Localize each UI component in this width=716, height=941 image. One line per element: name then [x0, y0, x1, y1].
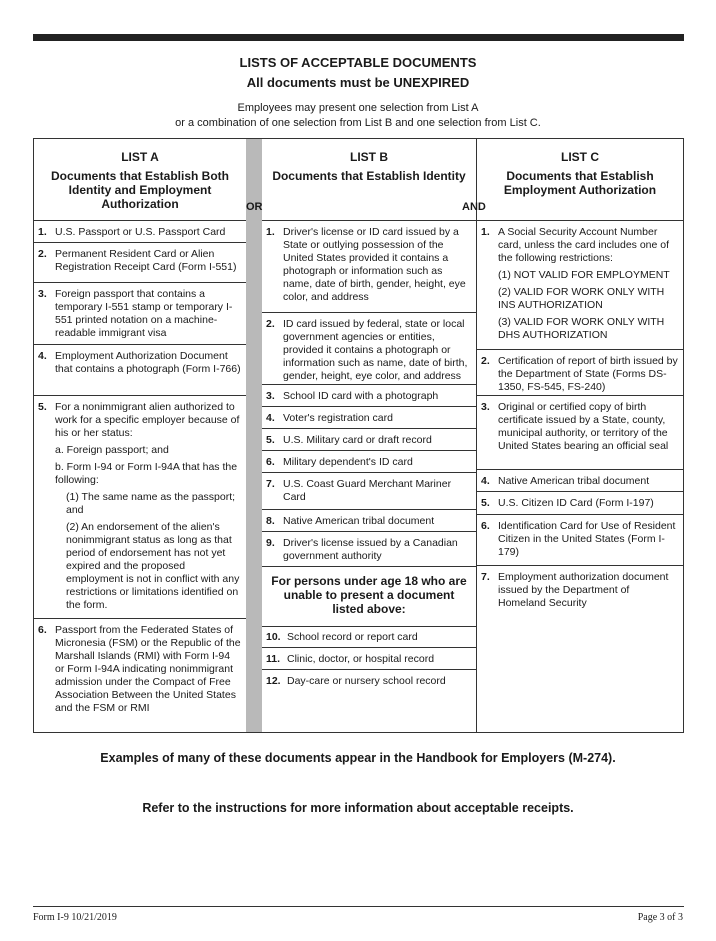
item-text: Clinic, doctor, or hospital record — [287, 653, 435, 665]
item-number: 9. — [266, 537, 275, 549]
item-text: Permanent Resident Card or Alien Registration Receipt Card (Form I-551) — [55, 248, 237, 273]
list-item — [34, 619, 246, 732]
list-item — [262, 313, 476, 385]
list-item — [262, 221, 476, 313]
list-item — [262, 532, 476, 567]
item-text: Day-care or nursery school record — [287, 675, 446, 687]
list-a-column — [34, 139, 246, 732]
restriction-3: (3) VALID FOR WORK ONLY WITH DHS AUTHORIZATION — [498, 316, 665, 341]
or-divider-bar — [246, 139, 262, 732]
item-text: School ID card with a photograph — [283, 390, 439, 402]
list-b-title: LIST B — [350, 150, 388, 164]
handbook-note: Examples of many of these documents appear in the Handbook for Employers (M-274). — [100, 751, 616, 765]
item-number: 2. — [38, 248, 47, 260]
item-text: U.S. Citizen ID Card (Form I-197) — [498, 497, 654, 509]
list-item — [262, 407, 476, 429]
item-number: 1. — [38, 226, 47, 238]
or-label: OR — [246, 201, 263, 213]
sub-item-b2: (2) An endorsement of the alien's nonimmigrant status as long as that period of endorsement has not yet expired and the proposed employment is not in conflict with any restrictions or limitations identified on the form. — [66, 521, 240, 611]
minor-heading: For persons under age 18 who are unable to present a document listed above: — [271, 574, 467, 616]
list-item — [262, 510, 476, 532]
sub-item-b: b. Form I-94 or Form I-94A that has the following: — [55, 461, 238, 486]
item-number: 1. — [266, 226, 275, 238]
list-b-header — [262, 139, 476, 221]
item-text: Driver's license issued by a Canadian government authority — [283, 537, 458, 562]
item-number: 6. — [38, 624, 47, 636]
list-c-header — [477, 139, 683, 221]
list-c-column — [477, 139, 683, 732]
item-number: 5. — [38, 401, 47, 413]
list-c-title: LIST C — [561, 150, 599, 164]
list-item — [262, 473, 476, 510]
list-item — [477, 221, 683, 350]
item-text: Certification of report of birth issued by the Department of State (Forms DS-1350, FS-545, FS-240) — [498, 355, 678, 393]
item-text: Voter's registration card — [283, 412, 393, 424]
list-item — [477, 350, 683, 396]
top-rule — [33, 34, 684, 41]
item-number: 7. — [481, 571, 490, 583]
item-number: 6. — [481, 520, 490, 532]
list-item — [262, 670, 476, 732]
item-number: 3. — [38, 288, 47, 300]
list-a-subtitle: Documents that Establish Both Identity and Employment Authorization — [50, 169, 229, 211]
sub-item-a: a. Foreign passport; and — [55, 444, 169, 456]
item-number: 2. — [481, 355, 490, 367]
page-subtitle: All documents must be UNEXPIRED — [246, 75, 470, 90]
list-item — [477, 470, 683, 492]
sub-item-b1: (1) The same name as the passport; and — [66, 491, 236, 516]
item-text: U.S. Military card or draft record — [283, 434, 432, 446]
receipts-note: Refer to the instructions for more information about acceptable receipts. — [142, 801, 574, 815]
item-number: 4. — [38, 350, 47, 362]
intro-line-2: or a combination of one selection from List B and one selection from List C. — [175, 117, 541, 129]
list-item — [262, 429, 476, 451]
item-number: 5. — [481, 497, 490, 509]
page-number: Page 3 of 3 — [637, 912, 683, 923]
bottom-rule — [33, 906, 684, 907]
item-text: U.S. Coast Guard Merchant Mariner Card — [283, 478, 452, 503]
item-text: Employment authorization document issued by the Department of Homeland Security — [498, 571, 669, 609]
item-text: Native American tribal document — [498, 475, 650, 487]
item-number: 6. — [266, 456, 275, 468]
item-text: Original or certified copy of birth certificate issued by a State, county, municipal authority, or territory of the United States bearing an official seal — [498, 401, 669, 452]
list-item — [262, 648, 476, 670]
form-id: Form I-9 10/21/2019 — [33, 912, 117, 923]
list-item — [477, 492, 683, 515]
list-b-column — [262, 139, 477, 732]
item-number: 7. — [266, 478, 275, 490]
item-text: Military dependent's ID card — [283, 456, 413, 468]
page-title: LISTS OF ACCEPTABLE DOCUMENTS — [239, 55, 477, 70]
item-number: 8. — [266, 515, 275, 527]
list-item — [262, 626, 476, 648]
item-number: 12. — [266, 675, 281, 687]
list-item — [477, 515, 683, 566]
list-item — [477, 566, 683, 732]
item-number: 1. — [481, 226, 490, 238]
item-text: Passport from the Federated States of Micronesia (FSM) or the Republic of the Marshall Islands (RMI) with Form I-94 or Form I-94A indicating nonimmigrant admission under the Compact of Free Association Between the United States and the FSM or RMI — [55, 624, 241, 714]
item-text: Employment Authorization Document that contains a photograph (Form I-766) — [55, 350, 241, 375]
item-text: U.S. Passport or U.S. Passport Card — [55, 226, 226, 238]
item-text: Native American tribal document — [283, 515, 435, 527]
item-text-block — [55, 401, 242, 612]
item-text: Identification Card for Use of Resident Citizen in the United States (Form I-179) — [498, 520, 676, 558]
item-text: ID card issued by federal, state or local government agencies or entities, provided it contains a photograph or information such as name, date of birth, gender, height, eye color, and address — [283, 318, 468, 382]
item-text: For a nonimmigrant alien authorized to work for a specific employer because of his or her status: — [55, 401, 240, 439]
restriction-1: (1) NOT VALID FOR EMPLOYMENT — [498, 269, 670, 281]
list-a-title: LIST A — [121, 150, 159, 164]
item-number: 10. — [266, 631, 281, 643]
list-c-subtitle: Documents that Establish Employment Authorization — [503, 169, 657, 197]
item-number: 11. — [266, 653, 281, 665]
and-label: AND — [462, 201, 486, 213]
item-number: 3. — [481, 401, 490, 413]
list-item — [262, 385, 476, 407]
item-text-block — [498, 226, 679, 342]
list-a-header — [34, 139, 246, 221]
list-item — [477, 396, 683, 470]
list-item — [34, 221, 246, 243]
item-text: Foreign passport that contains a temporary I-551 stamp or temporary I-551 printed notation on a machine-readable immigrant visa — [55, 288, 233, 339]
item-number: 4. — [481, 475, 490, 487]
minor-heading-box — [262, 567, 476, 627]
item-number: 3. — [266, 390, 275, 402]
item-number: 5. — [266, 434, 275, 446]
item-text: A Social Security Account Number card, unless the card includes one of the following restrictions: — [498, 226, 670, 264]
item-text: Driver's license or ID card issued by a State or outlying possession of the United States provided it contains a photograph or information such as name, date of birth, gender, height, eye color, and address — [283, 226, 466, 303]
item-number: 4. — [266, 412, 275, 424]
list-b-subtitle: Documents that Establish Identity — [272, 169, 466, 183]
list-item — [34, 396, 246, 619]
list-item — [262, 451, 476, 473]
intro-line-1: Employees may present one selection from List A — [237, 102, 479, 114]
list-item — [34, 243, 246, 283]
documents-table — [33, 138, 684, 733]
list-item — [34, 283, 246, 345]
item-text: School record or report card — [287, 631, 418, 643]
item-number: 2. — [266, 318, 275, 330]
list-item — [34, 345, 246, 396]
restriction-2: (2) VALID FOR WORK ONLY WITH INS AUTHORIZATION — [498, 286, 665, 311]
